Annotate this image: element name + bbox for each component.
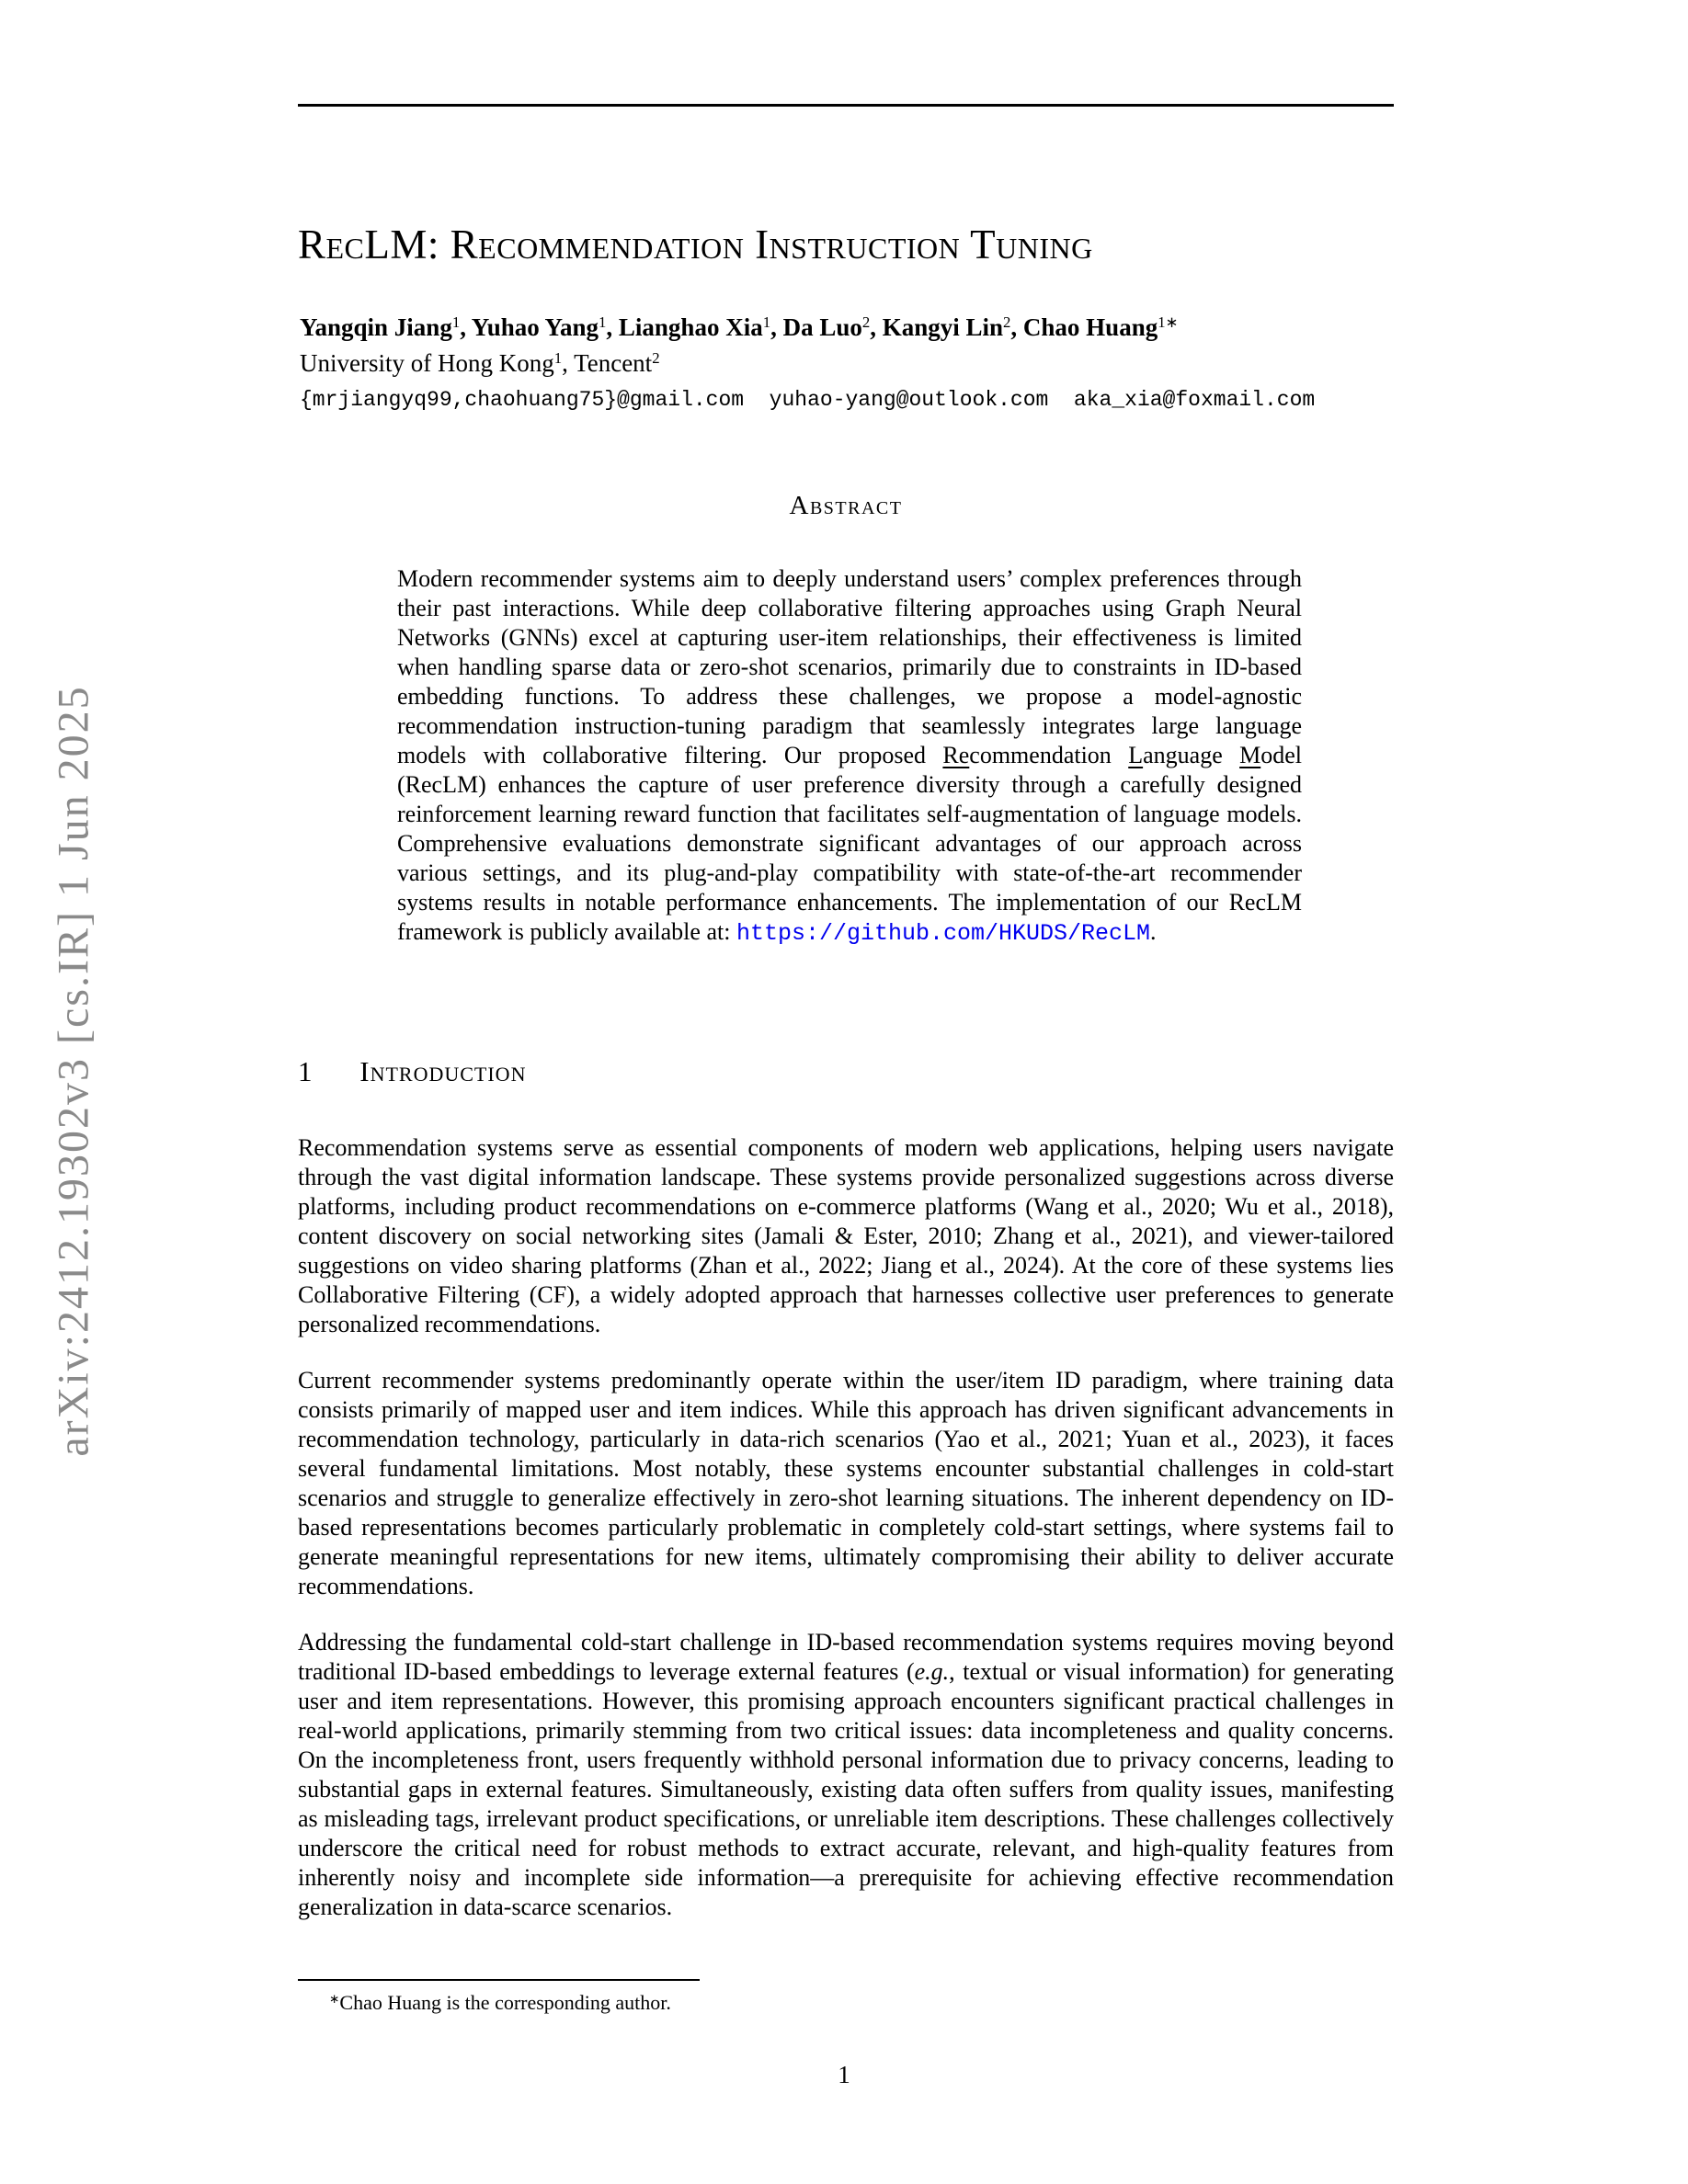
superscript: 1∗ [1158,313,1179,331]
introduction-body [298,1133,1394,1949]
text-segment: anguage [1143,742,1240,768]
superscript: 1 [762,313,771,331]
superscript: 1 [451,313,461,331]
section-number: 1 [298,1055,314,1087]
superscript: 2 [652,348,660,367]
footnote-rule [298,1979,700,1981]
superscript: 2 [861,313,871,331]
superscript: 2 [1003,313,1011,331]
text-segment: , Chao Huang [1010,313,1158,341]
arxiv-watermark: arXiv:2412.19302v3 [cs.IR] 1 Jun 2025 [49,685,98,1457]
page-number: 1 [838,2061,850,2088]
text-segment: . [1150,918,1157,945]
author-block [300,309,1315,419]
text-segment: University of Hong Kong [300,349,554,377]
email-line: {mrjiangyq99,chaohuang75}@gmail.com yuhao-yang@outlook.com aka_xia@foxmail.com [300,388,1316,412]
text-segment: Yangqin Jiang [300,313,452,341]
github-link[interactable]: https://github.com/HKUDS/RecLM [736,920,1151,947]
text-segment: , Yuhao Yang [460,313,599,341]
top-rule [298,104,1394,107]
intro-paragraph-1 [298,1133,1394,1339]
footnote-text: Chao Huang is the corresponding author. [339,1991,671,2014]
superscript: 1 [553,348,563,367]
text-segment: Addressing the fundamental cold-start challenge in ID-based recommendation systems requires moving beyond traditional ID-based embeddings to leverage external features ( [298,1629,1394,1685]
text-segment: Recommendation systems serve as essential components of modern web applications, helping users navigate through the vast digital information landscape. These systems provide personalized suggestions across diverse platforms, including product recommendations on e-commerce platforms (Wang et al., 2020; Wu et al., 2018), content discovery on social networking sites (Jamali & Ester, 2010; Zhang et al., 2021), and viewer-tailored suggestions on video sharing platforms (Zhan et al., 2022; Jiang et al., 2024). At the core of these systems lies Collaborative Filtering (CF), a widely adopted approach that harnesses collective user preferences to generate personalized recommendations. [298,1134,1394,1337]
abstract-heading: Abstract [789,491,903,520]
text-segment: Current recommender systems predominantly operate within the user/item ID paradigm, where training data consists primarily of mapped user and item indices. While this approach has driven significant advancements in recommendation technology, particularly in data-rich scenarios (Yao et al., 2021; Yuan et al., 2023), it faces several fundamental limitations. Most notably, these systems encounter substantial challenges in cold-start scenarios and struggle to generalize effectively in zero-shot learning situations. The inherent dependency on ID-based representations becomes particularly problematic in completely cold-start settings, where systems fail to generate meaningful representations for new items, ultimately compromising their ability to deliver accurate recommendations. [298,1367,1394,1599]
paper-title: RecLM: Recommendation Instruction Tuning [298,222,1093,267]
text-segment: , Da Luo [770,313,862,341]
section-title: Introduction [359,1055,527,1087]
affiliation-line [300,346,1315,381]
text-segment: , textual or visual information) for generating user and item representations. However, this promising approach encounters significant practical challenges in real-world applications, primarily stemming from two critical issues: data incompleteness and quality concerns. On the incompleteness front, users frequently withhold personal information due to privacy concerns, leading to substantial gaps in external features. Simultaneously, existing data often suffers from quality issues, manifesting as misleading tags, irrelevant product specifications, or unreliable item descriptions. These challenges collectively underscore the critical need for robust methods to extract accurate, relevant, and high-quality features from inherently noisy and incomplete side information—a prerequisite for achieving effective recommendation generalization in data-scarce scenarios. [298,1658,1394,1920]
text-segment: Modern recommender systems aim to deeply understand users’ complex preferences through their past interactions. While deep collaborative filtering approaches using Graph Neural Networks (GNNs) excel at capturing user-item relationships, their effectiveness is limited when handling sparse data or zero-shot scenarios, primarily due to constraints in ID-based embedding functions. To address these challenges, we propose a model-agnostic recommendation instruction-tuning paradigm that seamlessly integrates large language models with collaborative filtering. Our proposed [397,565,1302,768]
underlined-text: M [1239,742,1261,768]
text-segment: , Kangyi Lin [870,313,1004,341]
text-segment: , Lianghao Xia [606,313,763,341]
footnote-marker: ∗ [329,1991,340,2006]
text-segment: e.g. [914,1658,950,1685]
intro-paragraph-2 [298,1366,1394,1601]
text-segment: , Tencent [562,349,653,377]
text-segment: commendation [969,742,1129,768]
intro-paragraph-3 [298,1628,1394,1922]
superscript: 1 [599,313,607,331]
footnote [298,1990,1394,2016]
underlined-text: Re [942,742,970,768]
author-line [300,309,1315,346]
text-segment: odel (RecLM) enhances the capture of user preference diversity through a carefully designed reinforcement learning reward function that facilitates self-augmentation of language models. Comprehensive evaluations demonstrate significant advantages of our approach across various settings, and its plug-and-play compatibility with state-of-the-art recommender systems results in notable performance enhancements. The implementation of our RecLM framework is publicly available at: [397,742,1303,945]
section-heading-introduction [298,1055,526,1088]
abstract-text [397,564,1302,949]
paper-content [298,0,1394,2184]
underlined-text: L [1128,742,1144,768]
